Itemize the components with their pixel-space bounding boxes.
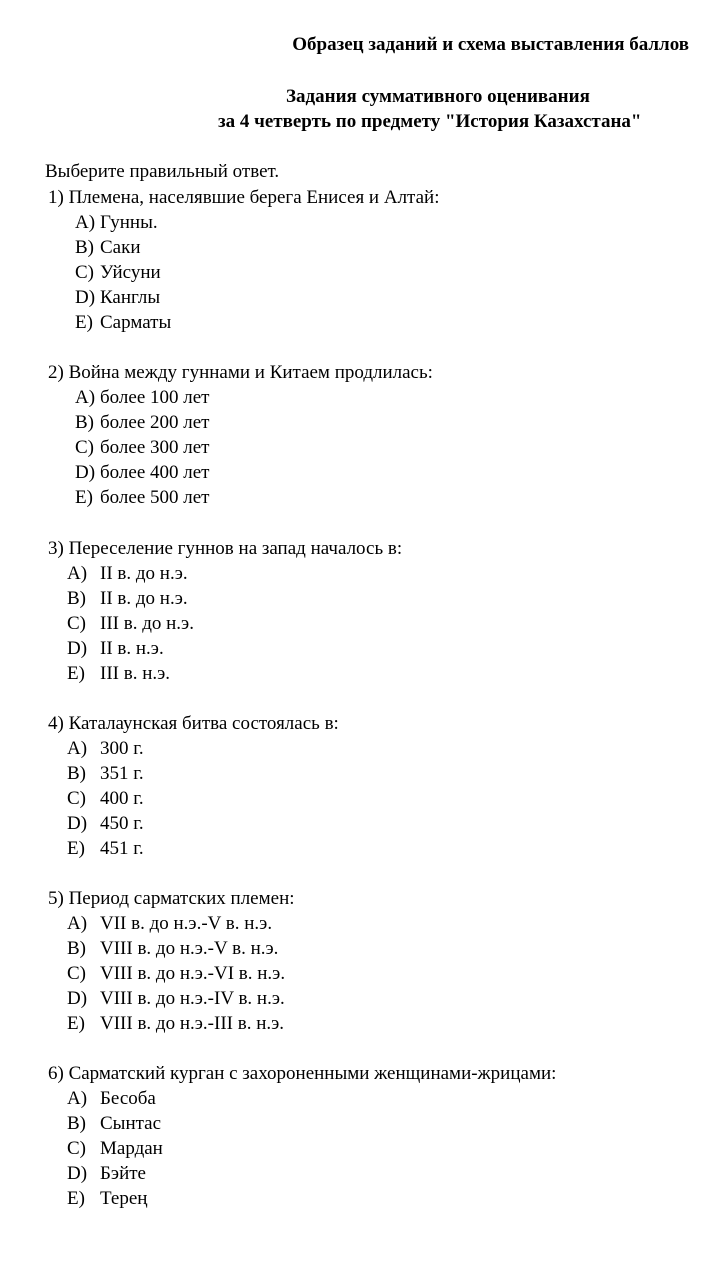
option-text: VIII в. до н.э.-IV в. н.э. [100, 988, 285, 1009]
answer-option-c [67, 1138, 163, 1160]
option-text: VIII в. до н.э.-V в. н.э. [100, 938, 279, 959]
option-text: Канглы [100, 287, 161, 308]
question-text: 5) Период сарматских племен: [48, 888, 295, 909]
question-text: 2) Война между гуннами и Китаем продлилась: [48, 362, 433, 383]
option-text: более 400 лет [100, 462, 210, 483]
question-text: 3) Переселение гуннов на запад началось в: [48, 538, 403, 559]
answer-option-d [75, 287, 160, 309]
question-text: 1) Племена, населявшие берега Енисея и Алтай: [48, 187, 440, 208]
option-letter: A) [67, 913, 88, 934]
option-letter: A) [67, 1088, 88, 1109]
option-text: Гунны. [100, 212, 158, 233]
option-letter: A) [75, 387, 96, 408]
answer-option-e [67, 838, 144, 860]
option-letter: E) [67, 663, 85, 684]
answer-option-e [75, 312, 171, 334]
option-text: 450 г. [100, 813, 144, 834]
answer-option-b [75, 412, 209, 434]
option-text: более 100 лет [100, 387, 210, 408]
answer-option-a [67, 1088, 156, 1110]
option-text: II в. до н.э. [100, 563, 188, 584]
option-letter: B) [75, 412, 94, 433]
option-text: Бесоба [100, 1088, 156, 1109]
option-text: II в. до н.э. [100, 588, 188, 609]
option-text: Мардан [100, 1138, 163, 1159]
answer-option-d [75, 462, 209, 484]
option-letter: C) [67, 788, 86, 809]
option-letter: C) [67, 963, 86, 984]
answer-option-d [67, 988, 285, 1010]
option-letter: B) [67, 588, 86, 609]
option-text: Уйсуни [100, 262, 161, 283]
option-letter: E) [67, 838, 85, 859]
option-text: 351 г. [100, 763, 144, 784]
answer-option-c [67, 788, 144, 810]
answer-option-a [75, 387, 209, 409]
option-letter: C) [75, 437, 94, 458]
option-letter: B) [67, 1113, 86, 1134]
option-text: 300 г. [100, 738, 144, 759]
answer-option-d [67, 1163, 146, 1185]
answer-option-b [67, 763, 144, 785]
option-letter: D) [67, 638, 88, 659]
option-letter: E) [75, 312, 93, 333]
option-text: Саки [100, 237, 141, 258]
answer-option-d [67, 813, 144, 835]
option-letter: D) [67, 988, 88, 1009]
answer-option-e [67, 1013, 284, 1035]
option-letter: A) [67, 563, 88, 584]
question-text: 6) Сарматский курган с захороненными женщинами-жрицами: [48, 1063, 557, 1084]
answer-option-a [67, 738, 144, 760]
option-text: Сынтас [100, 1113, 162, 1134]
answer-option-b [67, 938, 278, 960]
option-text: более 500 лет [100, 487, 210, 508]
answer-option-d [67, 638, 164, 660]
answer-option-a [67, 913, 272, 935]
option-letter: C) [67, 613, 86, 634]
option-text: Сарматы [100, 312, 172, 333]
option-text: VII в. до н.э.-V в. н.э. [100, 913, 273, 934]
option-letter: C) [75, 262, 94, 283]
option-text: III в. до н.э. [100, 613, 194, 634]
option-text: 451 г. [100, 838, 144, 859]
option-letter: D) [75, 462, 96, 483]
option-text: более 200 лет [100, 412, 210, 433]
answer-option-c [67, 613, 194, 635]
option-letter: C) [67, 1138, 86, 1159]
option-letter: A) [67, 738, 88, 759]
option-text: более 300 лет [100, 437, 210, 458]
question-text: 4) Каталаунская битва состоялась в: [48, 713, 339, 734]
answer-option-e [67, 663, 170, 685]
option-text: Терең [100, 1188, 148, 1209]
document-title: Образец заданий и схема выставления баллов [292, 34, 689, 55]
option-letter: B) [75, 237, 94, 258]
option-text: Бэйте [100, 1163, 146, 1184]
document-subtitle-line-2: за 4 четверть по предмету "История Казахстана" [218, 111, 642, 132]
answer-option-b [67, 1113, 161, 1135]
option-text: II в. н.э. [100, 638, 164, 659]
instruction-text: Выберите правильный ответ. [45, 161, 280, 182]
option-text: III в. н.э. [100, 663, 171, 684]
answer-option-e [67, 1188, 147, 1210]
answer-option-c [75, 437, 209, 459]
option-letter: E) [75, 487, 93, 508]
option-letter: B) [67, 763, 86, 784]
option-letter: E) [67, 1188, 85, 1209]
answer-option-c [67, 963, 285, 985]
answer-option-b [67, 588, 188, 610]
option-letter: D) [67, 1163, 88, 1184]
option-letter: B) [67, 938, 86, 959]
option-letter: D) [67, 813, 88, 834]
option-text: 400 г. [100, 788, 144, 809]
option-letter: D) [75, 287, 96, 308]
option-text: VIII в. до н.э.-III в. н.э. [100, 1013, 285, 1034]
option-letter: A) [75, 212, 96, 233]
document-subtitle-line-1: Задания суммативного оценивания [286, 86, 590, 107]
answer-option-a [75, 212, 158, 234]
option-letter: E) [67, 1013, 85, 1034]
answer-option-c [75, 262, 161, 284]
answer-option-e [75, 487, 209, 509]
answer-option-b [75, 237, 141, 259]
option-text: VIII в. до н.э.-VI в. н.э. [100, 963, 286, 984]
answer-option-a [67, 563, 188, 585]
